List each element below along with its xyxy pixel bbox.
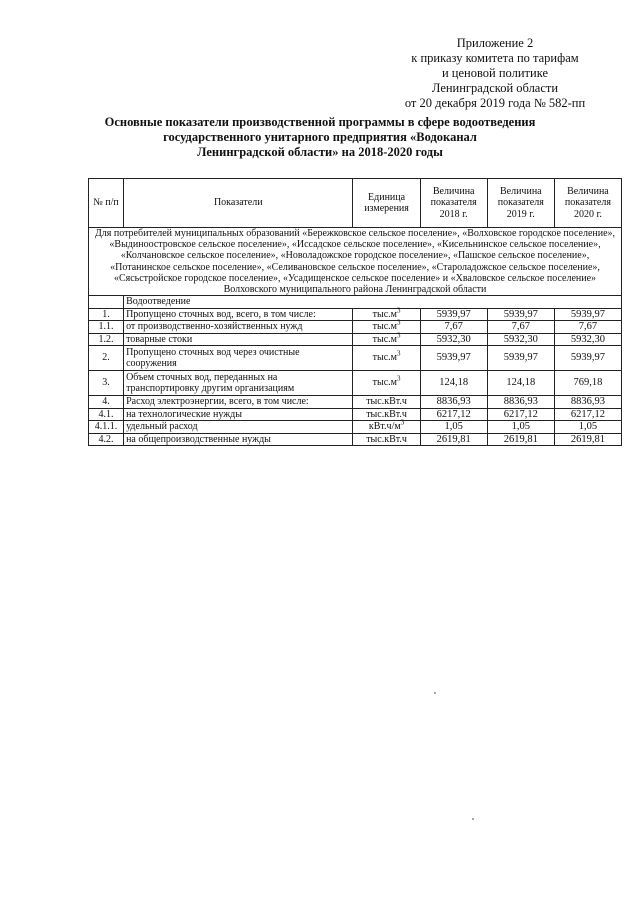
row-unit: [353, 308, 420, 321]
row-indicator: на общепроизводственные нужды: [124, 433, 353, 446]
row-indicator: товарные стоки: [124, 333, 353, 346]
scan-speck: [472, 818, 474, 820]
table-row: [89, 321, 622, 334]
unit-text: тыс.м: [372, 352, 397, 364]
section-title: Водоотведение: [124, 296, 622, 309]
row-indicator: Объем сточных вод, переданных на транспортировку другим организациям: [124, 371, 353, 396]
scan-speck: [434, 692, 436, 694]
table-header-row: [89, 179, 622, 228]
row-value-2019: 1,05: [487, 421, 554, 434]
unit-text: тыс.кВт.ч: [366, 396, 407, 408]
unit-text: тыс.м: [372, 377, 397, 389]
table-row: [89, 346, 622, 371]
row-value-2019: 2619,81: [487, 433, 554, 446]
unit-text: тыс.кВт.ч: [366, 408, 407, 420]
row-num: 4.1.: [89, 408, 124, 421]
row-unit: [353, 333, 420, 346]
table-row: [89, 408, 622, 421]
row-value-2018: 6217,12: [420, 408, 487, 421]
row-num: 1.1.: [89, 321, 124, 334]
table-row: [89, 421, 622, 434]
row-num: 4.1.1.: [89, 421, 124, 434]
row-num: 4.2.: [89, 433, 124, 446]
appendix-block: [380, 36, 610, 111]
row-unit: [353, 433, 420, 446]
appendix-line: и ценовой политике: [441, 66, 549, 80]
row-value-2018: 5932,30: [420, 333, 487, 346]
unit-superscript: 3: [400, 418, 405, 427]
row-value-2020: 5939,97: [554, 308, 621, 321]
unit-superscript: 3: [396, 350, 401, 359]
unit-text: тыс.м: [372, 333, 397, 345]
consumers-row: [89, 228, 622, 296]
table-row: [89, 308, 622, 321]
row-value-2019: 124,18: [487, 371, 554, 396]
header-2019: Величина показателя 2019 г.: [487, 179, 554, 228]
row-num: 4.: [89, 396, 124, 409]
row-unit: [353, 418, 420, 434]
table-row: [89, 333, 622, 346]
row-value-2020: 769,18: [554, 371, 621, 396]
row-unit: [353, 371, 420, 396]
consumers-text: Для потребителей муниципальных образований «Бережковское сельское поселение», «Волховское городское поселение», «Выдиноостровское сельское поселение», «Иссадское сельское поселение», «Кисельнинское сельское поселение», «Колчановское сельское поселение», «Новоладожское городское поселение», «Пашское сельское поселение», «Потанинское сельское поселение», «Селивановское сельское поселение», «Староладожское сельское поселение», «Сясьстройское городское поселение», «Усадищенское сельское поселение» и «Хваловское сельское поселение» Волховского муниципального района Ленинградской области: [89, 228, 622, 296]
row-value-2019: 5939,97: [487, 346, 554, 371]
unit-text: тыс.м: [372, 321, 397, 333]
section-num: [89, 296, 124, 309]
row-value-2020: 2619,81: [554, 433, 621, 446]
row-num: 1.: [89, 308, 124, 321]
row-value-2018: 7,67: [420, 321, 487, 334]
row-value-2018: 124,18: [420, 371, 487, 396]
row-indicator: Расход электроэнергии, всего, в том числе:: [124, 396, 353, 409]
row-value-2019: 8836,93: [487, 396, 554, 409]
title-line: государственного унитарного предприятия «Водоканал: [163, 130, 477, 144]
header-num: № п/п: [89, 179, 124, 228]
row-num: 1.2.: [89, 333, 124, 346]
title-line: Ленинградской области» на 2018-2020 годы: [197, 145, 443, 159]
row-value-2020: 1,05: [554, 421, 621, 434]
row-unit: [353, 346, 420, 371]
header-2020: Величина показателя 2020 г.: [554, 179, 621, 228]
row-num: 3.: [89, 371, 124, 396]
row-unit: [353, 408, 420, 421]
unit-text: кВт.ч/м: [368, 421, 401, 433]
row-indicator: Пропущено сточных вод, всего, в том числе:: [124, 308, 353, 321]
row-value-2019: 5932,30: [487, 333, 554, 346]
row-indicator: на технологические нужды: [124, 408, 353, 421]
title-line: Основные показатели производственной программы в сфере водоотведения: [104, 115, 536, 129]
row-value-2018: 8836,93: [420, 396, 487, 409]
header-unit: Единица измерения: [353, 179, 420, 228]
row-indicator: Пропущено сточных вод через очистные сооружения: [124, 346, 353, 371]
row-value-2018: 5939,97: [420, 346, 487, 371]
row-value-2018: 5939,97: [420, 308, 487, 321]
indicators-table: [88, 178, 622, 446]
row-value-2019: 6217,12: [487, 408, 554, 421]
table-row: [89, 396, 622, 409]
row-unit: [353, 396, 420, 409]
row-indicator: удельный расход: [124, 421, 353, 434]
table-row: [89, 433, 622, 446]
table-row: [89, 371, 622, 396]
row-value-2020: 5932,30: [554, 333, 621, 346]
unit-superscript: 3: [396, 306, 401, 315]
row-value-2020: 5939,97: [554, 346, 621, 371]
header-indicator: Показатели: [124, 179, 353, 228]
row-value-2020: 7,67: [554, 321, 621, 334]
header-2018: Величина показателя 2018 г.: [420, 179, 487, 228]
row-value-2018: 1,05: [420, 421, 487, 434]
document-title: [100, 115, 540, 160]
row-value-2019: 5939,97: [487, 308, 554, 321]
row-value-2018: 2619,81: [420, 433, 487, 446]
row-num: 2.: [89, 346, 124, 371]
section-row: [89, 296, 622, 309]
unit-superscript: 3: [396, 318, 401, 327]
unit-superscript: 3: [396, 331, 401, 340]
unit-text: тыс.кВт.ч: [366, 433, 407, 445]
row-value-2020: 6217,12: [554, 408, 621, 421]
unit-text: тыс.м: [372, 308, 397, 320]
unit-superscript: 3: [396, 375, 401, 384]
appendix-line: к приказу комитета по тарифам: [411, 51, 579, 65]
row-value-2020: 8836,93: [554, 396, 621, 409]
appendix-line: Ленинградской области: [431, 81, 559, 95]
row-unit: [353, 318, 420, 334]
appendix-line: Приложение 2: [456, 36, 534, 50]
row-indicator: от производственно-хозяйственных нужд: [124, 321, 353, 334]
row-value-2019: 7,67: [487, 321, 554, 334]
appendix-line: от 20 декабря 2019 года № 582-пп: [404, 96, 586, 110]
